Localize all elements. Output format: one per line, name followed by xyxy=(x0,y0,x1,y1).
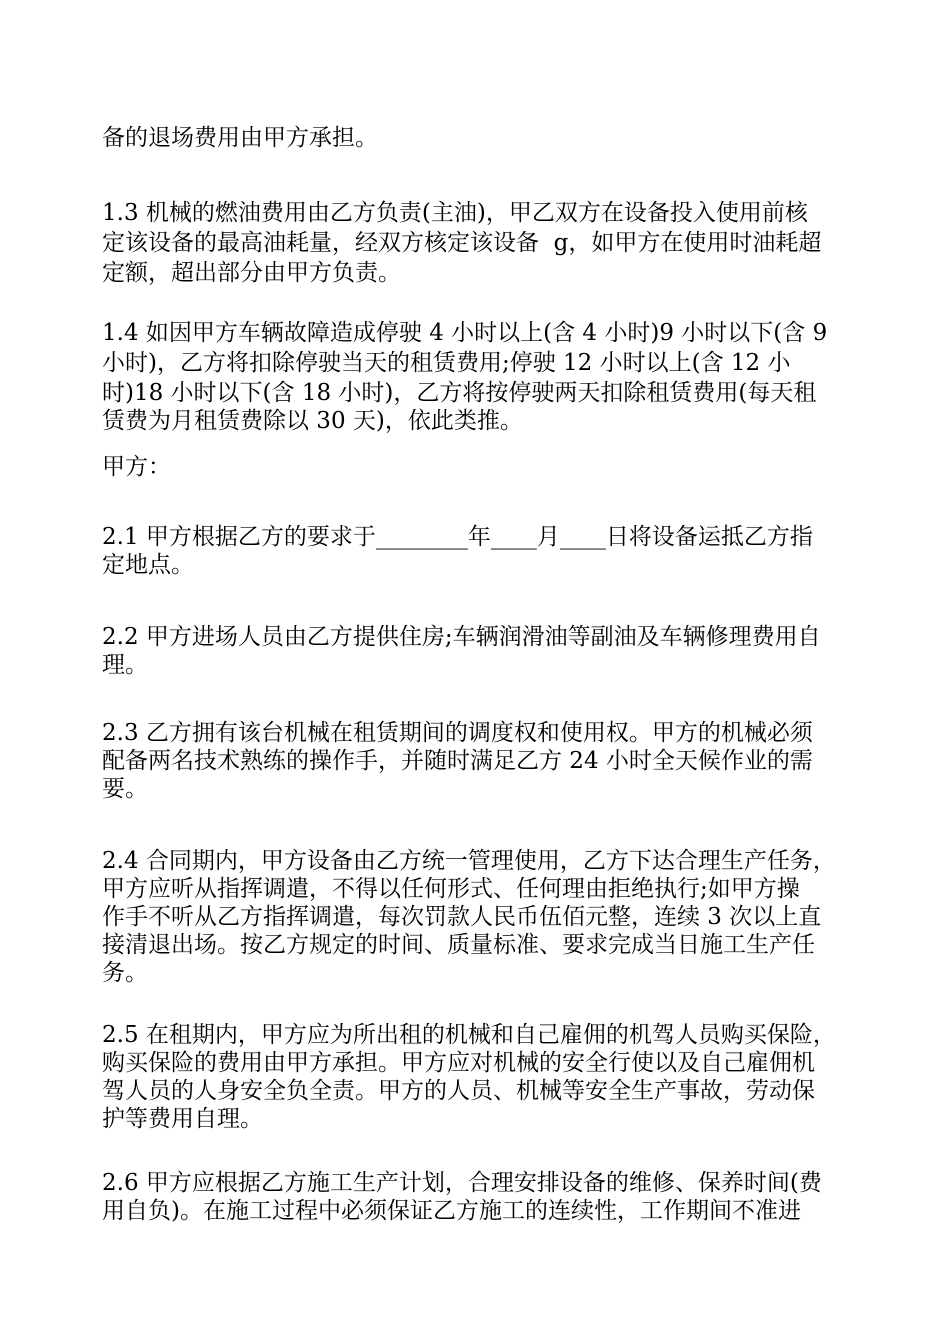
text-line: 甲方应听从指挥调遣，不得以任何形式、任何理由拒绝执行;如甲方操 xyxy=(102,876,800,902)
text-line: 赁费为月租赁费除以 30 天)，依此类推。 xyxy=(102,408,523,434)
text-line: 接清退出场。按乙方规定的时间、质量标准、要求完成当日施工生产任 xyxy=(102,932,815,958)
text-line: 务。 xyxy=(102,960,148,986)
text-line: 2.2 甲方进场人员由乙方提供住房;车辆润滑油等副油及车辆修理费用自 xyxy=(102,624,821,650)
text-line: 护等费用自理。 xyxy=(102,1106,263,1132)
text-line: 2.1 甲方根据乙方的要求于________年____月____日将设备运抵乙方指 xyxy=(102,524,813,550)
text-line: 定地点。 xyxy=(102,552,194,578)
text-line: 2.5 在租期内，甲方应为所出租的机械和自己雇佣的机驾人员购买保险， xyxy=(102,1022,836,1048)
text-line: 作手不听从乙方指挥调遣，每次罚款人民币伍佰元整，连续 3 次以上直 xyxy=(102,904,822,930)
text-line: 甲方： xyxy=(102,454,171,480)
text-line: 1.4 如因甲方车辆故障造成停驶 4 小时以上(含 4 小时)9 小时以下(含 9 xyxy=(102,320,828,346)
text-line: 备的退场费用由甲方承担。 xyxy=(102,125,378,151)
text-line: 购买保险的费用由甲方承担。甲方应对机械的安全行使以及自己雇佣机 xyxy=(102,1050,815,1076)
text-line: 理。 xyxy=(102,652,148,678)
text-line: 驾人员的人身安全负全责。甲方的人员、机械等安全生产事故，劳动保 xyxy=(102,1078,815,1104)
text-line: 小时)，乙方将扣除停驶当天的租赁费用;停驶 12 小时以上(含 12 小 xyxy=(102,350,791,376)
text-line: 1.3 机械的燃油费用由乙方负责(主油)，甲乙双方在设备投入使用前核 xyxy=(102,200,808,226)
text-line: 时)18 小时以下(含 18 小时)，乙方将按停驶两天扣除租赁费用(每天租 xyxy=(102,380,817,406)
text-line: 2.3 乙方拥有该台机械在租赁期间的调度权和使用权。甲方的机械必须 xyxy=(102,720,813,746)
text-line: 要。 xyxy=(102,776,148,802)
text-line: 2.6 甲方应根据乙方施工生产计划，合理安排设备的维修、保养时间(费 xyxy=(102,1170,822,1196)
text-line: 定该设备的最高油耗量，经双方核定该设备 g，如甲方在使用时油耗超 xyxy=(102,230,822,256)
text-line: 定额，超出部分由甲方负责。 xyxy=(102,260,401,286)
text-line: 配备两名技术熟练的操作手，并随时满足乙方 24 小时全天候作业的需 xyxy=(102,748,813,774)
text-line: 用自负)。在施工过程中必须保证乙方施工的连续性，工作期间不准进 xyxy=(102,1198,801,1224)
text-line: 2.4 合同期内，甲方设备由乙方统一管理使用，乙方下达合理生产任务， xyxy=(102,848,836,874)
